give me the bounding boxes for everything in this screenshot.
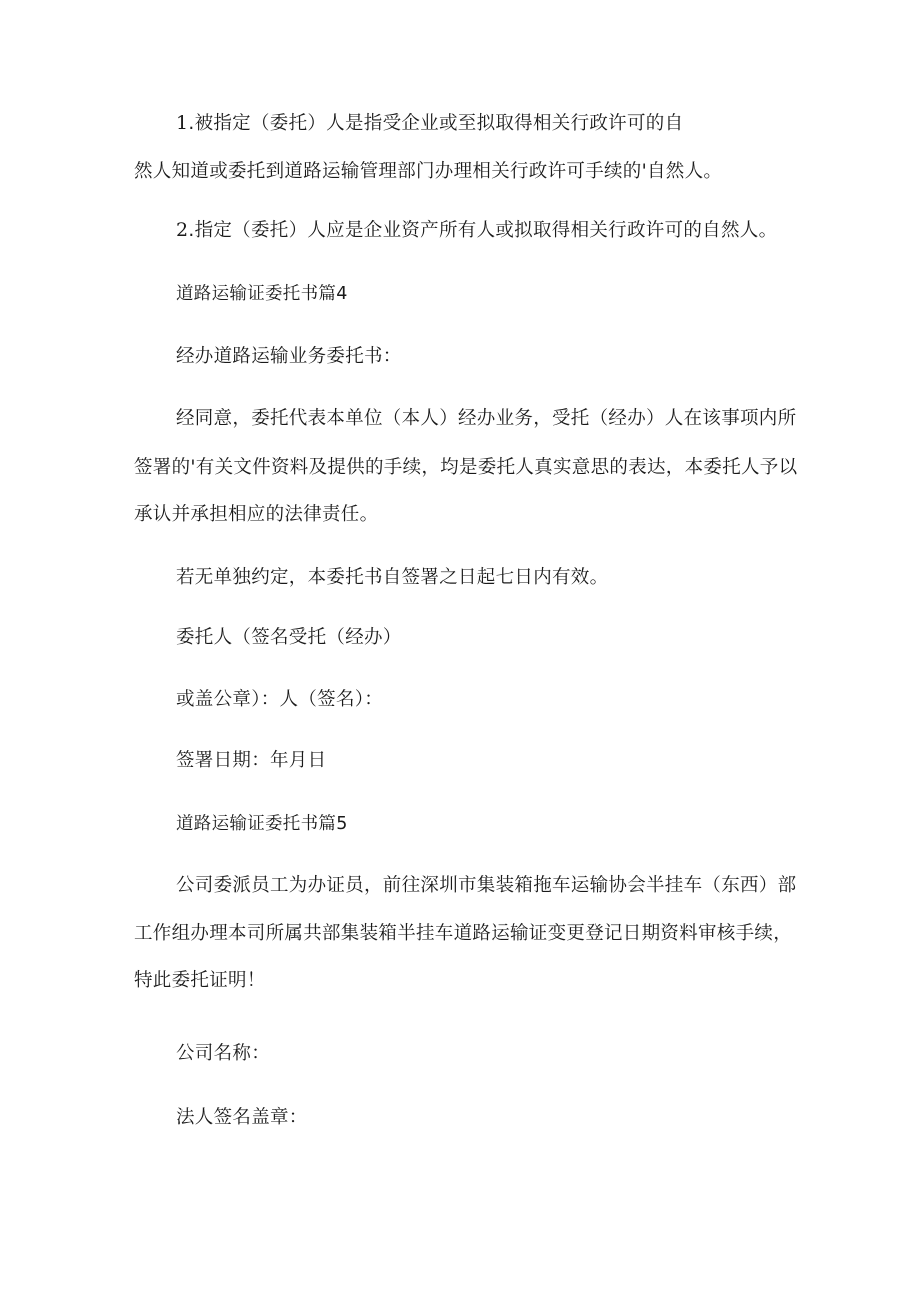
item-2-line-1 [176, 218, 777, 243]
section-4-heading: 道路运输证委托书篇4 [176, 284, 348, 304]
item-1-text-1: .被指定（委托）人是指受企业或至拟取得相关行政许可的自 [188, 113, 684, 134]
item-1-number: 1 [176, 112, 189, 134]
section-4-subtitle: 经办道路运输业务委托书： [176, 346, 402, 367]
section-4-para-1-line-2: 签署的'有关文件资料及提供的手续，均是委托人真实意思的表达，本委托人予以 [134, 457, 798, 478]
item-2-number: 2 [176, 219, 189, 241]
section-4-seal-line: 或盖公章）：人（签名）： [176, 689, 384, 710]
section-4-para-1-line-1: 经同意，委托代表本单位（本人）经办业务，受托（经办）人在该事项内所 [176, 408, 797, 429]
section-5-heading: 道路运输证委托书篇5 [176, 814, 348, 834]
section-5-para-1-line-1: 公司委派员工为办证员，前往深圳市集装箱拖车运输协会半挂车（东西）部 [176, 875, 797, 896]
legal-signature-label: 法人签名盖章： [176, 1107, 308, 1128]
section-4-signatory-line: 委托人（签名受托（经办） [176, 627, 402, 648]
item-1-line-1 [176, 111, 683, 136]
company-name-label: 公司名称： [176, 1043, 271, 1064]
section-4-para-2: 若无单独约定，本委托书自签署之日起七日内有效。 [176, 567, 609, 588]
section-5-para-1-line-2: 工作组办理本司所属共部集装箱半挂车道路运输证变更登记日期资料审核手续， [134, 923, 793, 944]
item-2-text-1: .指定（委托）人应是企业资产所有人或拟取得相关行政许可的自然人。 [188, 220, 778, 241]
section-5-para-1-line-3: 特此委托证明！ [134, 970, 266, 991]
section-4-date-line: 签署日期：年月日 [176, 750, 327, 771]
section-4-para-1-line-3: 承认并承担相应的法律责任。 [134, 504, 379, 525]
item-1-line-2: 然人知道或委托到道路运输管理部门办理相关行政许可手续的'自然人。 [134, 161, 723, 182]
